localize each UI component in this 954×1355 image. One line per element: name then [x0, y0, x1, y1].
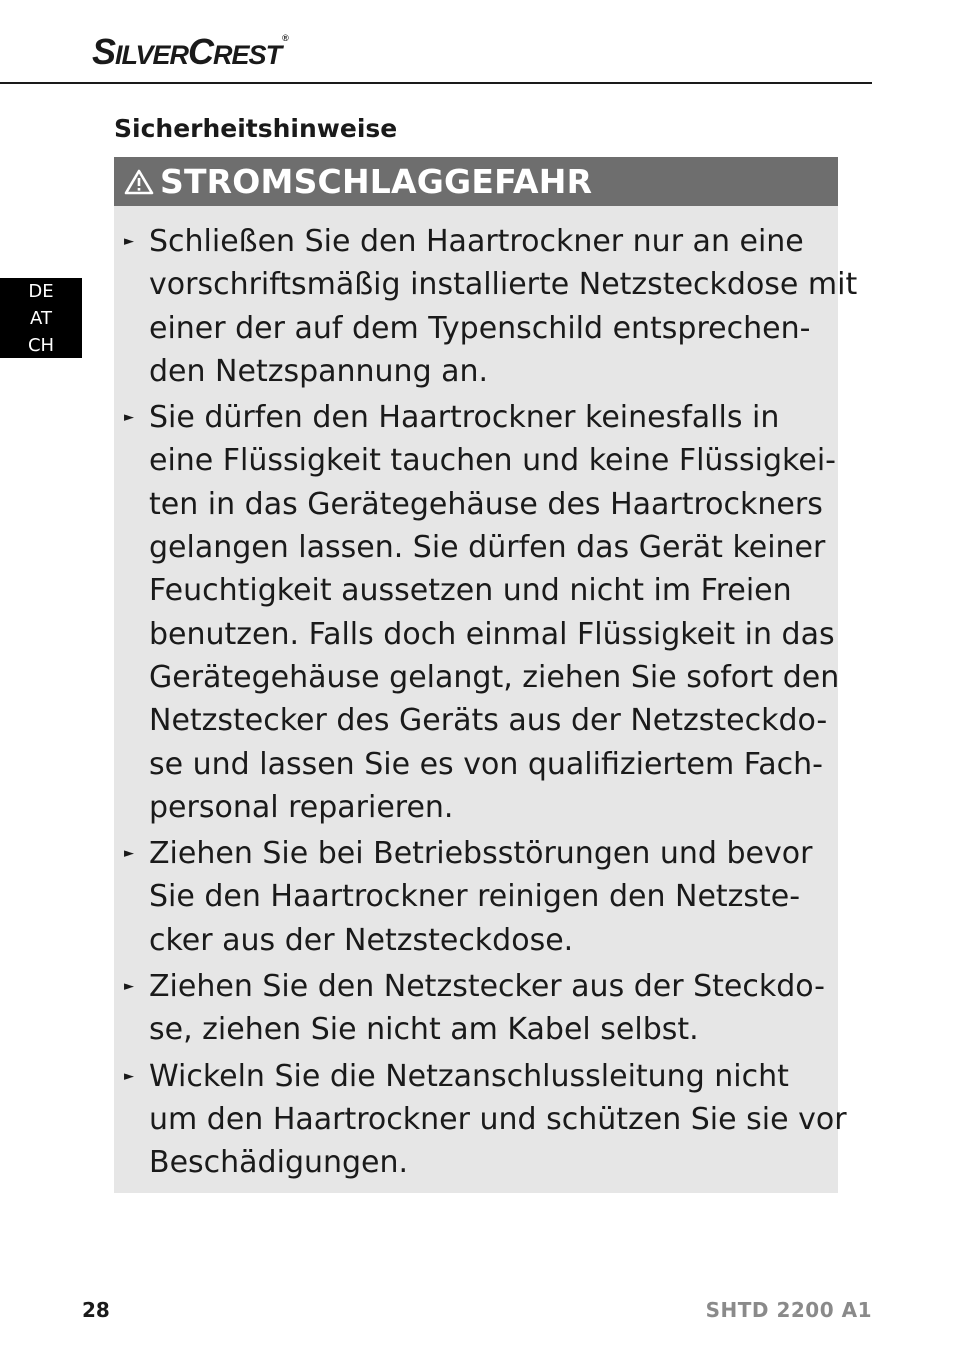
- list-item-text-line: se, ziehen Sie nicht am Kabel selbst.: [149, 1012, 699, 1048]
- list-item: [114, 965, 838, 1052]
- language-code: DE: [28, 280, 54, 302]
- language-tab: [0, 278, 82, 358]
- list-item: [114, 396, 838, 829]
- warning-list: [114, 206, 858, 1185]
- list-item-text-line: vorschriftsmäßig installierte Netzsteckdose mit: [149, 267, 858, 303]
- header-rule: [0, 82, 872, 84]
- list-item-text-line: um den Haartrockner und schützen Sie sie vor: [149, 1101, 847, 1137]
- warning-triangle-icon: [124, 169, 154, 195]
- list-item-text-line: Feuchtigkeit aussetzen und nicht im Freien: [149, 573, 792, 609]
- list-item-text-line: benutzen. Falls doch einmal Flüssigkeit in das: [149, 616, 835, 652]
- bullet-arrow-icon: ►: [124, 234, 134, 249]
- list-item-text-line: den Netzspannung an.: [149, 353, 489, 389]
- bullet-arrow-icon: ►: [124, 846, 134, 862]
- list-item-text-line: ten in das Gerätegehäuse des Haartrockners: [149, 486, 823, 522]
- language-code: CH: [27, 334, 55, 356]
- warning-box: [114, 157, 858, 1193]
- list-item-text-line: Wickeln Sie die Netzanschlussleitung nicht: [149, 1058, 789, 1094]
- model-number: SHTD 2200 A1: [705, 1298, 872, 1322]
- list-item-text-line: Sie dürfen den Haartrockner keinesfalls in: [149, 400, 780, 436]
- list-item: [114, 832, 838, 962]
- section-title: Sicherheitshinweise: [114, 114, 398, 143]
- list-item-text-line: personal reparieren.: [149, 789, 454, 825]
- list-item: [114, 1055, 847, 1185]
- warning-header: [114, 157, 838, 206]
- list-item-text-line: gelangen lassen. Sie dürfen das Gerät keiner: [149, 530, 826, 566]
- list-item-text-line: einer der auf dem Typenschild entsprechen-: [149, 310, 811, 346]
- list-item-text-line: Gerätegehäuse gelangt, ziehen Sie sofort den: [149, 659, 840, 695]
- page-number: 28: [82, 1298, 110, 1322]
- list-item-text-line: Netzstecker des Geräts aus der Netzsteckdo-: [149, 703, 828, 739]
- bullet-arrow-icon: ►: [124, 410, 134, 426]
- list-item-text-line: Ziehen Sie bei Betriebsstörungen und bevor: [149, 836, 813, 872]
- list-item-text-line: cker aus der Netzsteckdose.: [149, 922, 574, 958]
- language-code: AT: [30, 307, 52, 329]
- list-item-text-line: Schließen Sie den Haartrockner nur an eine: [149, 224, 804, 259]
- list-item: [114, 220, 858, 393]
- list-item-text-line: se und lassen Sie es von qualifiziertem Fach-: [149, 746, 823, 782]
- bullet-arrow-icon: ►: [124, 1068, 134, 1084]
- list-item-text-line: Ziehen Sie den Netzstecker aus der Steckdo-: [149, 969, 826, 1005]
- brand-logo: SILVERCREST®: [92, 31, 288, 72]
- list-item-text-line: Sie den Haartrockner reinigen den Netzste-: [149, 879, 801, 915]
- list-item-text-line: eine Flüssigkeit tauchen und keine Flüssigkei-: [149, 443, 836, 479]
- bullet-arrow-icon: ►: [124, 979, 134, 995]
- warning-title: STROMSCHLAGGEFAHR: [160, 162, 593, 201]
- list-item-text-line: Beschädigungen.: [149, 1145, 409, 1181]
